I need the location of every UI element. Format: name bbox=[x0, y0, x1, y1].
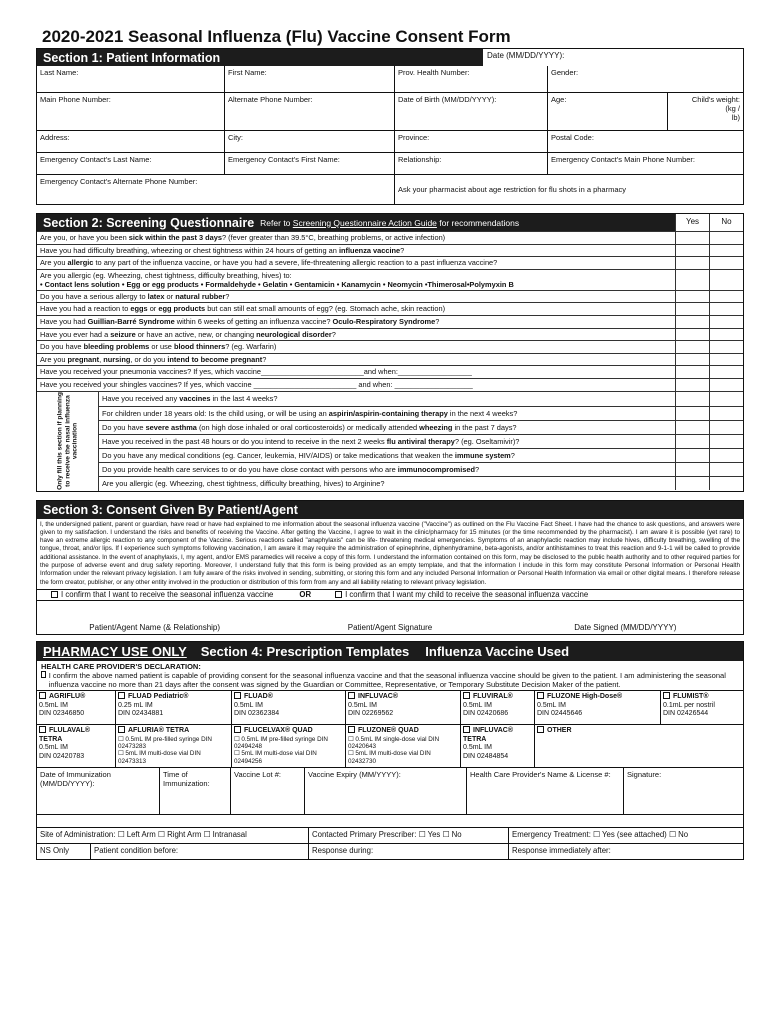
ec-last-name-field[interactable]: Emergency Contact's Last Name: bbox=[40, 155, 152, 164]
nasal-question-text: Do you provide health care services to or do you have close contact with persons who are immunocompromised? bbox=[102, 465, 480, 474]
question-text: Are you pregnant, nursing, or do you intend to become pregnant? bbox=[40, 354, 267, 364]
vaccine-detail: DIN 02445646 bbox=[537, 710, 583, 718]
vaccine-used-heading: Influenza Vaccine Used bbox=[425, 643, 570, 659]
no-checkbox[interactable] bbox=[709, 270, 743, 290]
vaccine-detail: 0.5mL IM bbox=[348, 701, 377, 709]
question-row bbox=[37, 269, 743, 290]
vaccine-checkbox[interactable] bbox=[463, 692, 470, 699]
section-2 bbox=[36, 213, 744, 492]
vaccine-detail: 0.25 mL IM bbox=[118, 701, 153, 709]
vaccine-checkbox[interactable] bbox=[348, 726, 355, 733]
question-text: Have you had a reaction to eggs or egg products but can still eat small amounts of egg? (eg. Stomach ache, skin reaction) bbox=[40, 304, 446, 314]
question-text: Do you have bleeding problems or use blood thinners? (eg. Warfarin) bbox=[40, 342, 277, 352]
vaccine-detail: 0.5mL IM bbox=[463, 744, 492, 752]
nasal-question-text: Are you allergic (eg. Wheezing, chest tightness, difficulty breathing, hives) to Arginine? bbox=[102, 479, 385, 489]
date-signed-field[interactable]: Date Signed (MM/DD/YYYY) bbox=[574, 622, 677, 632]
nasal-question-row bbox=[99, 392, 743, 406]
nasal-question-row bbox=[99, 462, 743, 476]
question-text: Have you had difficulty breathing, wheezing or chest tightness within 24 hours of getting an influenza vaccine? bbox=[40, 245, 405, 255]
vaccine-detail: 0.1mL per nostril bbox=[663, 701, 715, 709]
vaccine-detail: DIN 02420783 bbox=[39, 752, 85, 760]
yes-checkbox[interactable] bbox=[675, 392, 709, 406]
question-row bbox=[37, 353, 743, 366]
action-guide-link[interactable]: Screening Questionnaire Action Guide bbox=[292, 217, 437, 228]
vaccine-detail: 0.5mL IM bbox=[463, 701, 492, 709]
vaccine-name: INFLUVAC® bbox=[348, 692, 458, 702]
vaccine-detail: ☐ 5mL IM multi-dose vial DIN 02473313 bbox=[118, 750, 201, 765]
question-row bbox=[37, 302, 743, 315]
yes-checkbox[interactable] bbox=[675, 435, 709, 448]
vaccine-option[interactable] bbox=[115, 691, 231, 724]
vaccine-checkbox[interactable] bbox=[348, 692, 355, 699]
yes-checkbox[interactable] bbox=[675, 341, 709, 353]
consent-self-label: I confirm that I want to receive the seasonal influenza vaccine bbox=[61, 590, 274, 600]
no-checkbox[interactable] bbox=[709, 435, 743, 448]
vaccine-name: AFLURIA® TETRA bbox=[118, 726, 229, 736]
dob-field[interactable]: Date of Birth (MM/DD/YYYY): bbox=[394, 93, 547, 130]
nasal-question-row bbox=[99, 476, 743, 490]
vaccine-checkbox[interactable] bbox=[663, 692, 670, 699]
child-weight-field[interactable]: Child's weight: (kg / lb) bbox=[667, 93, 743, 130]
yes-checkbox[interactable] bbox=[675, 291, 709, 303]
age-field[interactable]: Age: bbox=[547, 93, 667, 130]
vaccine-option[interactable] bbox=[460, 725, 534, 767]
nasal-question-row bbox=[99, 448, 743, 462]
site-of-administration[interactable]: Site of Administration: ☐ Left Arm ☐ Right Arm ☐ Intranasal bbox=[40, 829, 247, 839]
yes-checkbox[interactable] bbox=[675, 449, 709, 462]
question-row bbox=[37, 244, 743, 257]
no-checkbox[interactable] bbox=[709, 477, 743, 490]
no-checkbox[interactable] bbox=[709, 257, 743, 269]
no-header: No bbox=[709, 214, 743, 231]
section-3-heading: Section 3: Consent Given By Patient/Agent bbox=[43, 502, 298, 517]
vaccine-checkbox[interactable] bbox=[118, 692, 125, 699]
vaccine-checkbox[interactable] bbox=[234, 692, 241, 699]
patient-signature-field[interactable]: Patient/Agent Signature bbox=[347, 622, 433, 632]
declaration-checkbox[interactable] bbox=[41, 671, 46, 678]
question-row bbox=[37, 340, 743, 353]
vaccine-detail: DIN 02434881 bbox=[118, 710, 164, 718]
or-label: OR bbox=[299, 590, 312, 600]
consent-checkboxes bbox=[37, 589, 743, 600]
vaccine-name: FLUAD Pediatric® bbox=[118, 692, 229, 702]
ns-only-label: NS Only bbox=[40, 845, 70, 855]
vaccine-detail: ☐ 5mL IM multi-dose vial DIN 02432730 bbox=[348, 750, 431, 765]
no-checkbox[interactable] bbox=[709, 449, 743, 462]
provider-license-field[interactable]: Health Care Provider's Name & License #: bbox=[466, 768, 623, 814]
nasal-question-text: Have you received in the past 48 hours or do you intend to receive in the next 2 weeks flu antiviral therapy? (eg. Oseltamivir)? bbox=[102, 436, 520, 446]
declaration-text: I confirm the above named patient is capable of providing consent for the seasonal influenza vaccine and that the seasonal influenza vaccine should be given to the patient. I am administering the seasonal influenza vaccine no more than 21 days after the consent was signed by the Guardian or Committee, Representative, or Temporary Substitute Decision Maker of the patient. bbox=[48, 670, 726, 689]
gender-field[interactable]: Gender: bbox=[547, 66, 743, 92]
vaccine-name: FLUMIST® bbox=[663, 692, 741, 702]
no-checkbox[interactable] bbox=[709, 421, 743, 434]
expiry-field[interactable]: Vaccine Expiry (MM/YYYY): bbox=[304, 768, 466, 814]
vaccine-name: INFLUVAC® TETRA bbox=[463, 726, 514, 743]
section-4-heading: Section 4: Prescription Templates bbox=[200, 643, 410, 659]
question-row bbox=[37, 231, 743, 244]
section-1-heading: Section 1: Patient Information bbox=[43, 50, 221, 65]
vaccine-detail: 0.5mL IM bbox=[234, 701, 263, 709]
consent-text: I, the undersigned patient, parent or guardian, have read or have had explained to me information about the seasonal influenza vaccine ("Vaccine") as outlined on the Flu Vaccine Fact Sheet. I have had the chance to ask questions, and answers were given to my satisfaction. I understand the risks and benefits of receiving the Vaccine. After getting the Vaccine, I agree to wait in the clinic/pharmacy for 15 minutes (or the time recommended by the pharmacist). I am aware it is possible (yet rare) to have an extreme allergic reaction to any component of the Vaccine. Serious reactions called "anaphylaxis" can be life- threatening medical emergencies. Symptoms of an anaphylactic reaction may include hives, difficulty breathing, swelling of the tongue, throat, and/or lips. If I experience such symptoms following vaccination, I am aware it may require the administration of epinephrine, diphenhydramine, beta-agonists, and/or antihistamines to treat this reaction and 9-1-1 will be called to provide additional assistance. In the event of anaphylaxis, I, my agent, and/or EMS paramedics will receive a copy of this form. I understand the information contained on this form, may be disclosed to the public health authority and to other required parties for the purpose of adverse event and drug safety reporting. Moreover, I understand fully that this form is being provided as an empty template, and that the information I include in this form may constitute Personal Information or Personal Health Information under the relevant privacy legislation. I am fully aware of the risks involved in sending, submitting, or storing this form and any included Personal Information or Personal Health Information via email or other digital means. I therefore release the form creator, publisher, or any other entity involved in the production or distribution of this form from any and all liability relating to relevant privacy legislation. bbox=[40, 520, 740, 586]
no-checkbox[interactable] bbox=[709, 354, 743, 366]
age-restriction-note: Ask your pharmacist about age restriction for flu shots in a pharmacy bbox=[394, 175, 743, 204]
lot-number-field[interactable]: Vaccine Lot #: bbox=[230, 768, 304, 814]
main-phone-field[interactable]: Main Phone Number: bbox=[40, 95, 111, 104]
form-title: 2020-2021 Seasonal Influenza (Flu) Vaccine Consent Form bbox=[42, 27, 511, 46]
vaccine-detail: ☐ 0.5mL IM single-dose vial DIN 02420643 bbox=[348, 735, 440, 750]
vaccine-checkbox[interactable] bbox=[118, 726, 125, 733]
question-row bbox=[37, 290, 743, 303]
vaccine-checkbox[interactable] bbox=[537, 726, 544, 733]
question-text: Have you received your shingles vaccines? If yes, which vaccine _________________________ and when: ___________________ bbox=[40, 379, 473, 389]
yes-checkbox[interactable] bbox=[675, 329, 709, 341]
vaccine-name: FLUZONE® QUAD bbox=[348, 726, 458, 736]
vaccine-row-1 bbox=[37, 690, 743, 724]
vaccine-checkbox[interactable] bbox=[463, 726, 470, 733]
no-checkbox[interactable] bbox=[709, 366, 743, 378]
declaration-heading: HEALTH CARE PROVIDER'S DECLARATION: bbox=[41, 661, 201, 671]
vaccine-option[interactable] bbox=[534, 691, 660, 724]
vaccine-option[interactable] bbox=[660, 691, 743, 724]
vaccine-name: FLUCELVAX® QUAD bbox=[234, 726, 343, 736]
vaccine-option[interactable] bbox=[231, 691, 345, 724]
consent-self-checkbox[interactable] bbox=[51, 591, 58, 598]
yes-checkbox[interactable] bbox=[675, 232, 709, 244]
question-row bbox=[37, 378, 743, 391]
nasal-question-text: For children under 18 years old: Is the child using, or will be using an aspirin/aspirin-containing therapy in the next 4 weeks? bbox=[102, 408, 518, 418]
no-checkbox[interactable] bbox=[709, 407, 743, 420]
vaccine-name: FLULAVAL® TETRA bbox=[39, 726, 91, 743]
vaccine-detail: 0.5mL IM bbox=[39, 701, 68, 709]
no-checkbox[interactable] bbox=[709, 341, 743, 353]
emergency-treatment[interactable]: Emergency Treatment: ☐ Yes (see attached) ☐ No bbox=[508, 828, 743, 843]
nasal-question-list bbox=[99, 392, 743, 491]
no-checkbox[interactable] bbox=[709, 316, 743, 328]
question-text: Have you received your pneumonia vaccines? If yes, which vaccine_________________________and when:__________________ bbox=[40, 367, 472, 377]
address-field[interactable]: Address: bbox=[40, 133, 70, 142]
question-text: Have you ever had a seizure or have an active, new, or changing neurological disorder? bbox=[40, 329, 336, 339]
yes-checkbox[interactable] bbox=[675, 316, 709, 328]
no-checkbox[interactable] bbox=[709, 329, 743, 341]
nasal-question-row bbox=[99, 434, 743, 448]
section-2-heading: Section 2: Screening Questionnaire bbox=[43, 215, 255, 230]
no-checkbox[interactable] bbox=[709, 392, 743, 406]
vaccine-name: AGRIFLU® bbox=[39, 692, 113, 702]
question-text: Are you allergic (eg. Wheezing, chest tightness, difficulty breathing, hives) to: • Contact lens solution • Egg or egg products • Formaldehyde • Gelatin • Gentamicin • Kanamycin • Neomycin •Thimerosal•Polymyxin B bbox=[40, 270, 514, 289]
yes-checkbox[interactable] bbox=[675, 421, 709, 434]
section-1 bbox=[36, 48, 744, 205]
vaccine-detail: DIN 02484854 bbox=[463, 752, 509, 760]
vaccine-name: OTHER bbox=[537, 726, 741, 736]
pharmacy-use-heading: PHARMACY USE ONLY bbox=[43, 643, 187, 659]
yes-checkbox[interactable] bbox=[675, 303, 709, 315]
ec-main-phone-field[interactable]: Emergency Contact's Main Phone Number: bbox=[547, 153, 743, 174]
vaccine-option[interactable] bbox=[534, 725, 743, 767]
condition-before-field[interactable]: Patient condition before: bbox=[90, 844, 308, 859]
immunization-date-field[interactable]: Date of Immunization (MM/DD/YYYY): bbox=[40, 769, 111, 788]
yes-checkbox[interactable] bbox=[675, 477, 709, 490]
vaccine-detail: DIN 02426544 bbox=[663, 710, 709, 718]
question-row bbox=[37, 365, 743, 378]
yes-checkbox[interactable] bbox=[675, 463, 709, 476]
vaccine-detail: ☐ 5mL IM multi-dose vial DIN 02494256 bbox=[234, 750, 317, 765]
nasal-question-row bbox=[99, 420, 743, 434]
nasal-question-text: Have you received any vaccines in the last 4 weeks? bbox=[102, 393, 278, 403]
vaccine-detail: ☐ 0.5mL IM pre-filled syringe DIN 02494248 bbox=[234, 735, 328, 750]
yes-checkbox[interactable] bbox=[675, 366, 709, 378]
vaccine-detail: DIN 02362384 bbox=[234, 710, 280, 718]
question-list bbox=[37, 231, 743, 391]
nasal-question-row bbox=[99, 406, 743, 420]
immunization-time-field[interactable]: Time of Immunization: bbox=[159, 768, 230, 814]
date-field[interactable]: Date (MM/DD/YYYY): bbox=[483, 49, 743, 66]
no-checkbox[interactable] bbox=[709, 303, 743, 315]
vaccine-checkbox[interactable] bbox=[39, 726, 46, 733]
health-number-field[interactable]: Prov. Health Number: bbox=[394, 66, 547, 92]
relationship-field[interactable]: Relationship: bbox=[394, 153, 547, 174]
question-row bbox=[37, 315, 743, 328]
vaccine-option[interactable] bbox=[37, 691, 115, 724]
vaccine-checkbox[interactable] bbox=[234, 726, 241, 733]
yes-checkbox[interactable] bbox=[675, 354, 709, 366]
vaccine-option[interactable] bbox=[115, 725, 231, 767]
vaccine-option[interactable] bbox=[460, 691, 534, 724]
vaccine-detail: DIN 02269562 bbox=[348, 710, 394, 718]
nasal-section-label: Only fill this section if planning to receive the nasal influenza vaccination bbox=[37, 392, 99, 491]
question-row bbox=[37, 328, 743, 341]
vaccine-detail: 0.5mL IM bbox=[537, 701, 566, 709]
vaccine-detail: ☐ 0.5mL IM pre-filled syringe DIN 02473283 bbox=[118, 735, 212, 750]
patient-name-field[interactable]: Patient/Agent Name (& Relationship) bbox=[89, 622, 221, 632]
last-name-field[interactable]: Last Name: bbox=[40, 68, 79, 77]
question-text: Are you allergic to any part of the influenza vaccine, or have you had a severe, life-threatening allergic reaction to a past influenza vaccine? bbox=[40, 258, 498, 268]
vaccine-detail: DIN 02420686 bbox=[463, 710, 509, 718]
no-checkbox[interactable] bbox=[709, 245, 743, 257]
no-checkbox[interactable] bbox=[709, 463, 743, 476]
question-text: Have you had Guillian-Barré Syndrome within 6 weeks of getting an influenza vaccine? Oculo-Respiratory Syndrome? bbox=[40, 316, 440, 326]
vaccine-option[interactable] bbox=[345, 691, 460, 724]
section-4 bbox=[36, 641, 744, 860]
vaccine-checkbox[interactable] bbox=[537, 692, 544, 699]
city-field[interactable]: City: bbox=[224, 131, 394, 152]
nasal-question-text: Do you have any medical conditions (eg. Cancer, leukemia, HIV/AIDS) or take medications that weaken the immune system? bbox=[102, 450, 515, 460]
vaccine-option[interactable] bbox=[345, 725, 460, 767]
vaccine-checkbox[interactable] bbox=[39, 692, 46, 699]
question-text: Are you, or have you been sick within the past 3 days? (fever greater than 39.5°C, breathing problems, or active infection) bbox=[40, 233, 446, 242]
ec-alt-phone-field[interactable]: Emergency Contact's Alternate Phone Number: bbox=[40, 177, 198, 186]
consent-child-checkbox[interactable] bbox=[335, 591, 342, 598]
no-checkbox[interactable] bbox=[709, 232, 743, 244]
yes-checkbox[interactable] bbox=[675, 245, 709, 257]
vaccine-option[interactable] bbox=[231, 725, 345, 767]
question-row bbox=[37, 256, 743, 269]
postal-code-field[interactable]: Postal Code: bbox=[547, 131, 743, 152]
vaccine-name: FLUVIRAL® bbox=[463, 692, 532, 702]
ec-first-name-field[interactable]: Emergency Contact's First Name: bbox=[224, 153, 394, 174]
question-text: Do you have a serious allergy to latex or natural rubber? bbox=[40, 291, 230, 301]
no-checkbox[interactable] bbox=[709, 291, 743, 303]
provider-signature-field[interactable]: Signature: bbox=[623, 768, 743, 814]
vaccine-detail: 0.5mL IM bbox=[39, 744, 68, 752]
contacted-prescriber[interactable]: Contacted Primary Prescriber: ☐ Yes ☐ No bbox=[308, 828, 508, 843]
nasal-question-text: Do you have severe asthma (on high dose inhaled or oral corticosteroids) or medically attended wheezing in the past 7 days? bbox=[102, 422, 517, 432]
vaccine-option[interactable] bbox=[37, 725, 115, 767]
yes-checkbox[interactable] bbox=[675, 379, 709, 391]
vaccine-detail: DIN 02346850 bbox=[39, 710, 85, 718]
vaccine-row-2 bbox=[37, 724, 743, 767]
province-field[interactable]: Province: bbox=[394, 131, 547, 152]
yes-header: Yes bbox=[675, 214, 709, 231]
response-after-field[interactable]: Response immediately after: bbox=[508, 844, 743, 859]
vaccine-name: FLUAD® bbox=[234, 692, 343, 702]
yes-checkbox[interactable] bbox=[675, 407, 709, 420]
response-during-field[interactable]: Response during: bbox=[308, 844, 508, 859]
first-name-field[interactable]: First Name: bbox=[224, 66, 394, 92]
yes-checkbox[interactable] bbox=[675, 257, 709, 269]
vaccine-name: FLUZONE High-Dose® bbox=[537, 692, 658, 702]
yes-checkbox[interactable] bbox=[675, 270, 709, 290]
no-checkbox[interactable] bbox=[709, 379, 743, 391]
alt-phone-field[interactable]: Alternate Phone Number: bbox=[224, 93, 394, 130]
section-2-subtitle: Refer to Screening Questionnaire Action Guide for recommendations bbox=[260, 217, 520, 228]
section-3 bbox=[36, 500, 744, 635]
consent-child-label: I confirm that I want my child to receive the seasonal influenza vaccine bbox=[345, 590, 589, 600]
